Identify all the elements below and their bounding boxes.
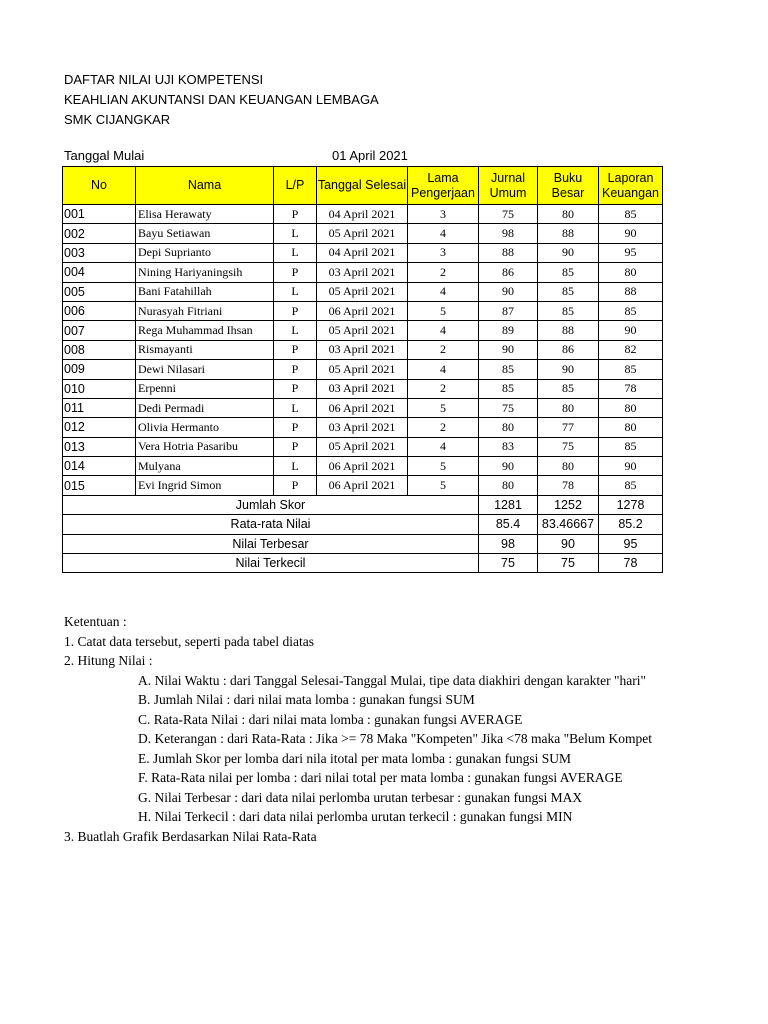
- col-buku-besar: Buku Besar: [538, 167, 599, 205]
- start-date-label: Tanggal Mulai: [64, 148, 145, 163]
- cell-selesai: 03 April 2021: [317, 379, 408, 398]
- summary-laporan: 1278: [599, 495, 663, 514]
- document-header: [64, 70, 379, 130]
- cell-no: 005: [63, 282, 136, 301]
- cell-nama: Depi Suprianto: [136, 243, 274, 262]
- cell-jurnal: 88: [479, 243, 538, 262]
- start-date-row: [64, 146, 484, 166]
- cell-buku: 75: [538, 437, 599, 456]
- ketentuan-item-3: 3. Buatlah Grafik Berdasarkan Nilai Rata-Rata: [64, 828, 317, 844]
- cell-lama: 2: [408, 379, 479, 398]
- cell-jurnal: 89: [479, 321, 538, 340]
- title-line-2: KEAHLIAN AKUNTANSI DAN KEUANGAN LEMBAGA: [64, 92, 379, 107]
- cell-lama: 5: [408, 301, 479, 320]
- cell-buku: 78: [538, 476, 599, 495]
- cell-selesai: 06 April 2021: [317, 398, 408, 417]
- cell-jurnal: 75: [479, 398, 538, 417]
- cell-jurnal: 90: [479, 282, 538, 301]
- cell-laporan: 85: [599, 301, 663, 320]
- summary-buku: 83.46667: [538, 515, 599, 534]
- cell-lp: P: [274, 205, 317, 224]
- summary-row-rata-rata: [63, 515, 663, 534]
- cell-no: 009: [63, 360, 136, 379]
- cell-lama: 5: [408, 457, 479, 476]
- ketentuan-sub-e: E. Jumlah Skor per lomba dari nila itotal per mata lomba : gunakan fungsi SUM: [138, 750, 572, 766]
- cell-lama: 4: [408, 321, 479, 340]
- cell-selesai: 06 April 2021: [317, 476, 408, 495]
- cell-laporan: 85: [599, 205, 663, 224]
- table-row: [63, 205, 663, 224]
- summary-jurnal: 85.4: [479, 515, 538, 534]
- cell-no: 012: [63, 418, 136, 437]
- cell-lp: L: [274, 321, 317, 340]
- col-no: No: [63, 167, 136, 205]
- cell-jurnal: 85: [479, 379, 538, 398]
- ketentuan-sub-h: H. Nilai Terkecil : dari data nilai perlomba urutan terkecil : gunakan fungsi MIN: [138, 809, 573, 824]
- cell-laporan: 90: [599, 224, 663, 243]
- cell-no: 011: [63, 398, 136, 417]
- summary-laporan: 85.2: [599, 515, 663, 534]
- cell-lama: 3: [408, 205, 479, 224]
- cell-selesai: 04 April 2021: [317, 243, 408, 262]
- table-row: [63, 321, 663, 340]
- cell-lama: 2: [408, 340, 479, 359]
- cell-nama: Erpenni: [136, 379, 274, 398]
- cell-lp: P: [274, 476, 317, 495]
- ketentuan-section: [64, 612, 768, 846]
- cell-laporan: 88: [599, 282, 663, 301]
- summary-row-jumlah-skor: [63, 495, 663, 514]
- cell-laporan: 80: [599, 398, 663, 417]
- cell-buku: 85: [538, 301, 599, 320]
- summary-laporan: 95: [599, 534, 663, 553]
- cell-no: 003: [63, 243, 136, 262]
- cell-jurnal: 75: [479, 205, 538, 224]
- cell-jurnal: 85: [479, 360, 538, 379]
- ketentuan-sub-f: F. Rata-Rata nilai per lomba : dari nilai total per mata lomba : gunakan fungsi AVERAGE: [138, 770, 623, 785]
- cell-lama: 3: [408, 243, 479, 262]
- cell-buku: 88: [538, 321, 599, 340]
- ketentuan-sub-g: G. Nilai Terbesar : dari data nilai perlomba urutan terbesar : gunakan fungsi MAX: [138, 789, 583, 805]
- table-row: [63, 243, 663, 262]
- cell-jurnal: 90: [479, 457, 538, 476]
- table-row: [63, 476, 663, 495]
- cell-laporan: 85: [599, 437, 663, 456]
- cell-laporan: 80: [599, 263, 663, 282]
- table-row: [63, 398, 663, 417]
- cell-lama: 4: [408, 282, 479, 301]
- table-row: [63, 418, 663, 437]
- cell-lp: P: [274, 418, 317, 437]
- cell-buku: 80: [538, 457, 599, 476]
- cell-jurnal: 80: [479, 418, 538, 437]
- cell-lama: 5: [408, 398, 479, 417]
- cell-lp: L: [274, 398, 317, 417]
- table-row: [63, 263, 663, 282]
- ketentuan-title: Ketentuan :: [64, 614, 127, 629]
- cell-lama: 4: [408, 437, 479, 456]
- cell-selesai: 05 April 2021: [317, 224, 408, 243]
- summary-label: Nilai Terkecil: [63, 554, 479, 573]
- title-line-3: SMK CIJANGKAR: [64, 112, 171, 127]
- summary-jurnal: 98: [479, 534, 538, 553]
- cell-lama: 2: [408, 263, 479, 282]
- cell-nama: Dedi Permadi: [136, 398, 274, 417]
- score-table: [62, 166, 663, 573]
- cell-lama: 4: [408, 224, 479, 243]
- table-row: [63, 437, 663, 456]
- ketentuan-sub-a: A. Nilai Waktu : dari Tanggal Selesai-Tanggal Mulai, tipe data diakhiri dengan karakter "hari": [138, 672, 647, 688]
- cell-selesai: 05 April 2021: [317, 360, 408, 379]
- cell-nama: Evi Ingrid Simon: [136, 476, 274, 495]
- summary-label: Jumlah Skor: [63, 495, 479, 514]
- table-row: [63, 457, 663, 476]
- cell-nama: Bani Fatahillah: [136, 282, 274, 301]
- cell-nama: Rega Muhammad Ihsan: [136, 321, 274, 340]
- cell-jurnal: 90: [479, 340, 538, 359]
- cell-buku: 80: [538, 205, 599, 224]
- cell-no: 015: [63, 476, 136, 495]
- cell-nama: Bayu Setiawan: [136, 224, 274, 243]
- cell-nama: Vera Hotria Pasaribu: [136, 437, 274, 456]
- cell-lp: P: [274, 379, 317, 398]
- ketentuan-item-1: 1. Catat data tersebut, seperti pada tabel diatas: [64, 633, 315, 649]
- cell-no: 013: [63, 437, 136, 456]
- cell-lp: L: [274, 243, 317, 262]
- cell-lp: P: [274, 301, 317, 320]
- cell-nama: Elisa Herawaty: [136, 205, 274, 224]
- start-date-value: 01 April 2021: [332, 148, 408, 163]
- cell-jurnal: 86: [479, 263, 538, 282]
- cell-buku: 90: [538, 243, 599, 262]
- cell-jurnal: 98: [479, 224, 538, 243]
- summary-row-terkecil: [63, 554, 663, 573]
- cell-nama: Rismayanti: [136, 340, 274, 359]
- cell-selesai: 05 April 2021: [317, 437, 408, 456]
- cell-laporan: 90: [599, 321, 663, 340]
- cell-lama: 5: [408, 476, 479, 495]
- summary-laporan: 78: [599, 554, 663, 573]
- summary-row-terbesar: [63, 534, 663, 553]
- table-row: [63, 360, 663, 379]
- cell-lp: L: [274, 282, 317, 301]
- cell-nama: Nurasyah Fitriani: [136, 301, 274, 320]
- cell-nama: Dewi Nilasari: [136, 360, 274, 379]
- cell-no: 001: [63, 205, 136, 224]
- cell-jurnal: 87: [479, 301, 538, 320]
- cell-no: 002: [63, 224, 136, 243]
- ketentuan-sub-c: C. Rata-Rata Nilai : dari nilai mata lomba : gunakan fungsi AVERAGE: [138, 711, 523, 727]
- cell-lp: P: [274, 360, 317, 379]
- cell-no: 004: [63, 263, 136, 282]
- table-row: [63, 301, 663, 320]
- title-line-1: DAFTAR NILAI UJI KOMPETENSI: [64, 72, 264, 87]
- col-laporan-keuangan: Laporan Keuangan: [599, 167, 663, 205]
- cell-laporan: 90: [599, 457, 663, 476]
- cell-nama: Mulyana: [136, 457, 274, 476]
- cell-laporan: 85: [599, 360, 663, 379]
- col-jurnal-umum: Jurnal Umum: [479, 167, 538, 205]
- cell-buku: 90: [538, 360, 599, 379]
- cell-lp: P: [274, 263, 317, 282]
- cell-no: 010: [63, 379, 136, 398]
- cell-lp: P: [274, 437, 317, 456]
- cell-selesai: 03 April 2021: [317, 418, 408, 437]
- cell-lp: L: [274, 457, 317, 476]
- cell-lama: 2: [408, 418, 479, 437]
- cell-buku: 85: [538, 263, 599, 282]
- cell-lp: L: [274, 224, 317, 243]
- summary-buku: 1252: [538, 495, 599, 514]
- cell-laporan: 85: [599, 476, 663, 495]
- cell-laporan: 78: [599, 379, 663, 398]
- cell-buku: 80: [538, 398, 599, 417]
- col-tanggal-selesai: Tanggal Selesai: [317, 167, 408, 205]
- cell-nama: Olivia Hermanto: [136, 418, 274, 437]
- summary-jurnal: 1281: [479, 495, 538, 514]
- table-header-row: [63, 167, 663, 205]
- cell-no: 007: [63, 321, 136, 340]
- summary-jurnal: 75: [479, 554, 538, 573]
- cell-nama: Nining Hariyaningsih: [136, 263, 274, 282]
- cell-buku: 88: [538, 224, 599, 243]
- col-lp: L/P: [274, 167, 317, 205]
- table-row: [63, 224, 663, 243]
- cell-selesai: 03 April 2021: [317, 263, 408, 282]
- cell-no: 008: [63, 340, 136, 359]
- table-row: [63, 379, 663, 398]
- cell-lp: P: [274, 340, 317, 359]
- cell-selesai: 04 April 2021: [317, 205, 408, 224]
- cell-jurnal: 80: [479, 476, 538, 495]
- ketentuan-item-2: 2. Hitung Nilai :: [64, 653, 153, 668]
- cell-selesai: 06 April 2021: [317, 457, 408, 476]
- ketentuan-sub-d: D. Keterangan : dari Rata-Rata : Jika >= 78 Maka "Kompeten" Jika <78 maka "Belum Kompet: [138, 731, 652, 746]
- ketentuan-sub-b: B. Jumlah Nilai : dari nilai mata lomba : gunakan fungsi SUM: [138, 692, 475, 707]
- cell-buku: 77: [538, 418, 599, 437]
- cell-selesai: 05 April 2021: [317, 282, 408, 301]
- cell-laporan: 82: [599, 340, 663, 359]
- cell-laporan: 80: [599, 418, 663, 437]
- summary-label: Rata-rata Nilai: [63, 515, 479, 534]
- summary-buku: 75: [538, 554, 599, 573]
- col-nama: Nama: [136, 167, 274, 205]
- summary-buku: 90: [538, 534, 599, 553]
- cell-jurnal: 83: [479, 437, 538, 456]
- cell-selesai: 05 April 2021: [317, 321, 408, 340]
- table-row: [63, 340, 663, 359]
- summary-label: Nilai Terbesar: [63, 534, 479, 553]
- cell-buku: 85: [538, 379, 599, 398]
- table-row: [63, 282, 663, 301]
- cell-buku: 86: [538, 340, 599, 359]
- col-lama-pengerjaan: Lama Pengerjaan: [408, 167, 479, 205]
- cell-buku: 85: [538, 282, 599, 301]
- cell-selesai: 06 April 2021: [317, 301, 408, 320]
- cell-lama: 4: [408, 360, 479, 379]
- cell-no: 014: [63, 457, 136, 476]
- cell-selesai: 03 April 2021: [317, 340, 408, 359]
- cell-no: 006: [63, 301, 136, 320]
- cell-laporan: 95: [599, 243, 663, 262]
